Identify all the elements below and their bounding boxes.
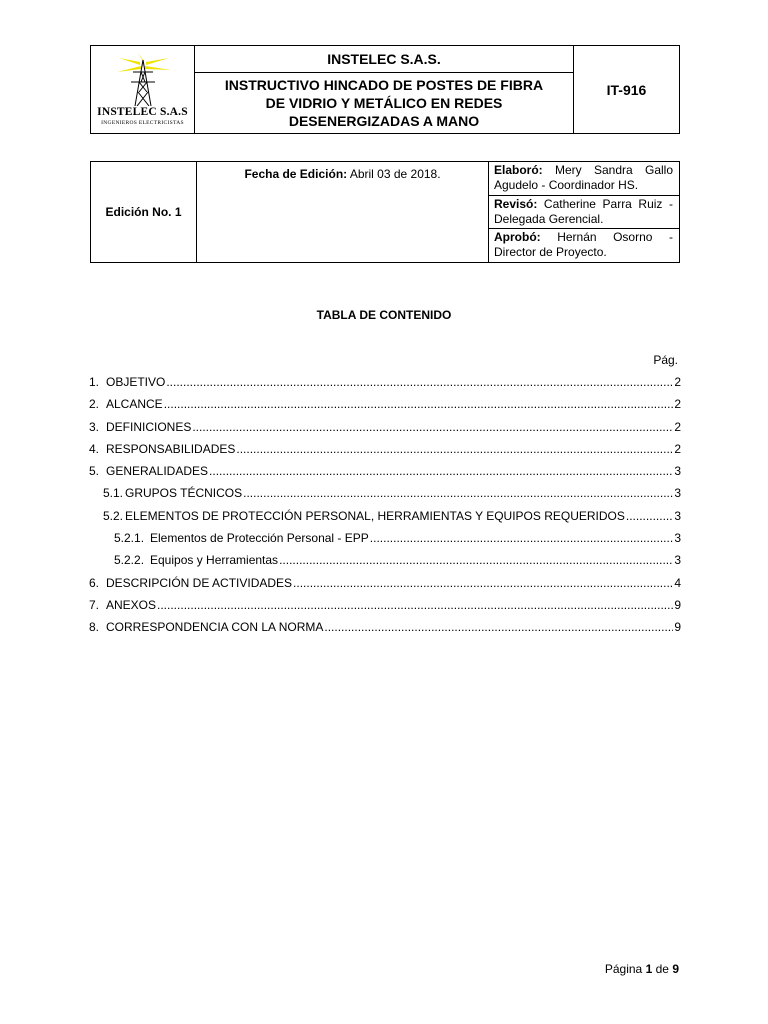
edition-info-table (90, 161, 680, 263)
toc-entry-text: ANEXOS (106, 597, 157, 612)
page-footer (605, 962, 679, 976)
toc-entry-number: 6. (89, 575, 100, 590)
toc-entry-number: 7. (89, 597, 100, 612)
toc-entry-page: 4 (674, 575, 681, 590)
toc-entry-page: 3 (674, 553, 681, 568)
toc-entry-number: 8. (89, 620, 100, 635)
toc-entry-number: 2. (89, 397, 100, 412)
toc-entry-number: 1. (89, 375, 100, 389)
toc-entry[interactable] (89, 531, 681, 553)
toc-entry-text: OBJETIVO (106, 375, 166, 389)
toc-entry-number: 5.2. (103, 508, 124, 523)
aprobo-value: Hernán Osorno - Director de Proyecto. (494, 230, 673, 260)
toc-entry-number: 5.2.2. (114, 553, 145, 568)
toc-entry-text: GRUPOS TÉCNICOS (125, 486, 243, 501)
toc-entry-leader (164, 397, 674, 410)
toc-entry-leader (209, 464, 673, 477)
reviso-cell (489, 195, 680, 229)
toc-entry-text: Equipos y Herramientas (150, 553, 279, 568)
toc-entry[interactable] (89, 397, 681, 419)
toc-entry-leader (293, 576, 673, 589)
toc-entry-leader (157, 598, 673, 611)
toc-entry-text: ALCANCE (106, 397, 163, 412)
toc-entry-text: Elementos de Protección Personal - EPP (150, 531, 369, 546)
toc-entry-text: CORRESPONDENCIA CON LA NORMA (106, 620, 324, 635)
footer-current-page: 1 (645, 962, 653, 976)
toc-entry-page: 9 (674, 620, 681, 635)
toc-entry-page: 3 (674, 508, 681, 523)
toc-entry[interactable] (89, 375, 681, 397)
aprobo-label: Aprobó: (494, 230, 541, 245)
toc-entry-text: ELEMENTOS DE PROTECCIÓN PERSONAL, HERRAMIENTAS Y EQUIPOS REQUERIDOS (125, 508, 625, 523)
logo-name: INSTELEC S.A.S (97, 106, 188, 118)
toc-entry-text: DEFINICIONES (106, 419, 192, 434)
toc-entry[interactable] (89, 486, 681, 508)
document-header-table (90, 45, 680, 134)
toc-entry-number: 4. (89, 441, 100, 456)
toc-entry-leader (626, 509, 673, 522)
toc-entry-leader (166, 375, 673, 388)
toc-entry-number: 5.2.1. (114, 531, 145, 546)
elaboro-label: Elaboró: (494, 163, 543, 177)
toc-title: TABLA DE CONTENIDO (316, 308, 452, 322)
title-line-2: DE VIDRIO Y METÁLICO EN REDES (265, 95, 503, 111)
toc-entry-page: 3 (674, 486, 681, 501)
footer-of-word: de (655, 962, 669, 976)
toc-entry-text: RESPONSABILIDADES (106, 441, 236, 456)
footer-page-word: Página (604, 962, 643, 976)
elaboro-cell (489, 162, 680, 196)
toc-entry-number: 3. (89, 419, 100, 434)
aprobo-cell (489, 229, 680, 263)
power-tower-icon (113, 52, 173, 106)
logo-subtitle: INGENIEROS ELECTRICISTAS (101, 120, 184, 126)
document-code: IT-916 (574, 46, 680, 134)
toc-entry-page: 3 (674, 531, 681, 546)
toc-entry-leader (243, 486, 673, 499)
elaboro-value: Mery Sandra Gallo Agudelo - Coordinador HS. (494, 163, 674, 192)
toc-entry-text: DESCRIPCIÓN DE ACTIVIDADES (106, 575, 293, 590)
toc-entry-leader (370, 531, 674, 544)
title-line-1: INSTRUCTIVO HINCADO DE POSTES DE FIBRA (224, 77, 544, 93)
reviso-label: Revisó: (494, 196, 538, 211)
toc-entry-leader (236, 442, 673, 455)
toc-list (89, 375, 681, 643)
toc-entry-leader (324, 620, 673, 633)
toc-entry-page: 2 (674, 441, 681, 456)
toc-entry-page: 9 (674, 597, 681, 612)
toc-entry[interactable] (89, 553, 681, 575)
toc-entry-leader (192, 420, 673, 433)
logo-cell (91, 46, 195, 134)
toc-entry-page: 2 (674, 419, 681, 434)
footer-total-pages: 9 (672, 962, 679, 976)
toc-entry[interactable] (89, 576, 681, 598)
toc-entry[interactable] (89, 464, 681, 486)
toc-entry-page: 3 (674, 464, 681, 479)
toc-entry-page: 2 (674, 397, 681, 412)
reviso-value: Catherine Parra Ruiz - Delegada Gerencial. (494, 196, 673, 226)
edition-date-value: Abril 03 de 2018. (349, 167, 441, 181)
toc-entry-number: 5.1. (103, 486, 124, 501)
company-name: INSTELEC S.A.S. (195, 46, 574, 73)
company-logo (91, 46, 194, 133)
toc-entry[interactable] (89, 420, 681, 442)
edition-date-label: Fecha de Edición: (244, 167, 348, 181)
edition-number: Edición No. 1 (91, 162, 197, 263)
toc-page-header: Pág. (653, 353, 678, 367)
toc-entry[interactable] (89, 598, 681, 620)
edition-date (197, 162, 489, 263)
title-line-3: DESENERGIZADAS A MANO (288, 113, 480, 129)
toc-entry-page: 2 (674, 375, 681, 389)
toc-entry[interactable] (89, 509, 681, 531)
toc-entry-text: GENERALIDADES (106, 464, 209, 479)
toc-entry-leader (279, 553, 673, 566)
toc-entry[interactable] (89, 442, 681, 464)
document-title (195, 73, 574, 134)
toc-entry[interactable] (89, 620, 681, 642)
toc-entry-number: 5. (89, 464, 100, 479)
